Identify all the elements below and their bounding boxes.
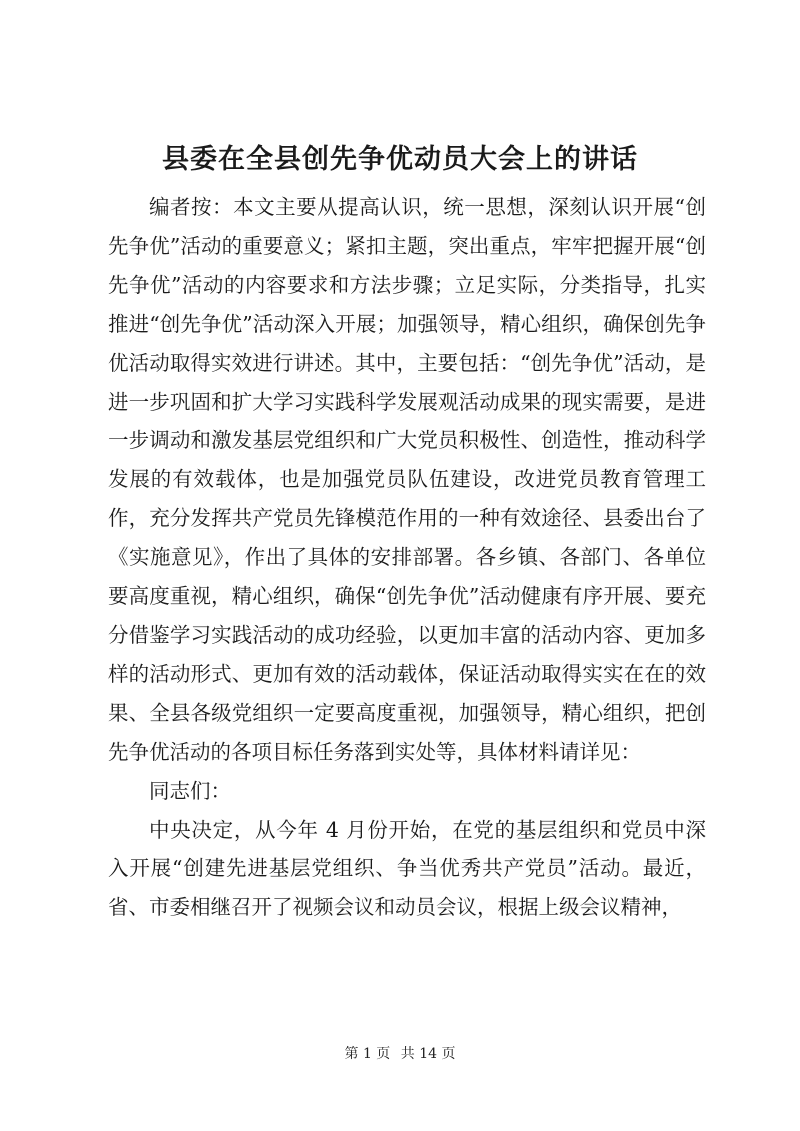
body-paragraph: 中央决定，从今年 4 月份开始，在党的基层组织和党员中深入开展“创建先进基层党组织、争当优秀共产党员”活动。最近，省、市委相继召开了视频会议和动员会议，根据上级会议精神， [108,817,706,920]
page-number: 第 1 页 [344,1046,391,1062]
page-total: 共 14 页 [400,1046,456,1062]
page-footer [0,1044,800,1064]
editor-note-paragraph: 编者按：本文主要从提高认识，统一思想，深刻认识开展“创先争优”活动的重要意义；紧扣主题，突出重点，牢牢把握开展“创先争优”活动的内容要求和方法步骤；立足实际，分类指导，扎实推进“创先争优”活动深入开展；加强领导，精心组织，确保创先争优活动取得实效进行讲述。其中，主要包括：“创先争优”活动，是进一步巩固和扩大学习实践科学发展观活动成果的现实需要，是进一步调动和激发基层党组织和广大党员积极性、创造性，推动科学发展的有效载体，也是加强党员队伍建设，改进党员教育管理工作，充分发挥共产党员先锋模范作用的一种有效途径、县委出台了《实施意见》，作出了具体的安排部署。各乡镇、各部门、各单位要高度重视，精心组织，确保“创先争优”活动健康有序开展、要充分借鉴学习实践活动的成功经验，以更加丰富的活动内容、更加多样的活动形式、更加有效的活动载体，保证活动取得实实在在的效果、全县各级党组织一定要高度重视，加强领导，精心组织，把创先争优活动的各项目标任务落到实处等，具体材料请详见： [108,195,706,764]
document-body [108,188,706,927]
document-title: 县委在全县创先争优动员大会上的讲话 [162,144,638,175]
salutation-paragraph: 同志们： [149,778,231,803]
